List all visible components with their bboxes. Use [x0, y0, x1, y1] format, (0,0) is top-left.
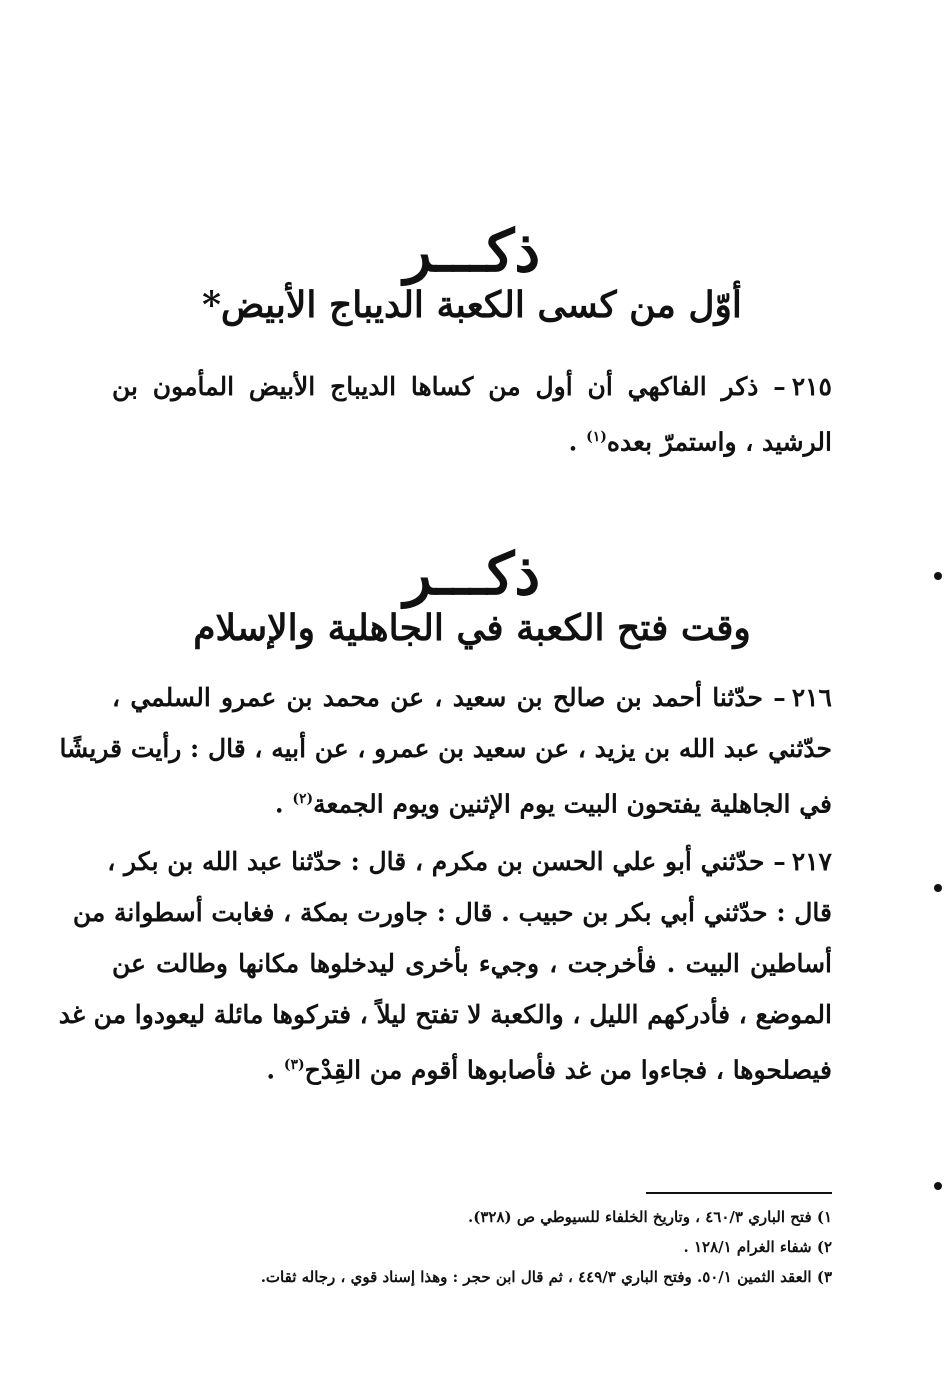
entry-number: ٢١٧	[791, 847, 832, 876]
entry-217	[58, 836, 832, 1095]
footnote-divider	[646, 1192, 832, 1194]
scan-mark	[934, 572, 942, 580]
entry-217-line-3: أساطين البيت . فأخرجت ، وجيء بأخرى ليدخلوها مكانها وطالت عن	[112, 949, 832, 978]
footnote-marker: (٣)	[283, 1057, 305, 1073]
entry-217-line-1: ٢١٧– حدّثني أبو علي الحسن بن مكرم ، قال : حدّثنا عبد الله بن بكر ،	[107, 847, 832, 876]
entry-215-line-2: الرشيد ، واستمرّ بعده$^{(١)}$ .	[568, 427, 832, 457]
footnote-marker: (٢)	[292, 791, 314, 807]
section-heading-1: أوّل من كسى الكعبة الديباج الأبيض*	[202, 284, 742, 326]
entry-217-line-5: فيصلحوها ، فجاءوا من غد فأصابوها أقوم من القِدْح$^{(٣)}$ .	[266, 1055, 832, 1085]
entry-216-line-2: حدّثني عبد الله بن يزيد ، عن سعيد بن عمرو ، عن أبيه ، قال : رأيت قريشًا	[59, 734, 832, 763]
footnote-1: ١) فتح الباري ٤٦٠/٣ ، وتاريخ الخلفاء للسيوطي ص (٣٢٨).	[468, 1208, 832, 1226]
section-heading-2: وقت فتح الكعبة في الجاهلية والإسلام	[193, 607, 751, 649]
scan-mark	[934, 884, 942, 892]
entry-216-line-3: في الجاهلية يفتحون البيت يوم الإثنين ويوم الجمعة$^{(٢)}$ .	[274, 789, 832, 819]
footnote-3: ٣) العقد الثمين ٥٠/١. وفتح الباري ٤٤٩/٣ ، ثم قال ابن حجر : وهذا إسناد قوي ، رجاله ثقات.	[260, 1268, 832, 1286]
entry-215	[112, 362, 832, 467]
footnote-2: ٢) شفاء الغرام ١٢٨/١ .	[683, 1238, 832, 1256]
entry-217-line-4: الموضع ، فأدركهم الليل ، والكعبة لا تفتح ليلاً ، فتركوها مائلة ليعودوا من غد	[58, 1000, 832, 1029]
dhikr-ornament-2: ذكـــر	[403, 540, 541, 608]
scan-mark	[934, 1182, 942, 1190]
entry-217-line-2: قال : حدّثني أبي بكر بن حبيب . قال : جاورت بمكة ، فغابت أسطوانة من	[72, 898, 832, 927]
entry-number: ٢١٦	[791, 683, 832, 712]
entry-216-line-1: ٢١٦– حدّثنا أحمد بن صالح بن سعيد ، عن محمد بن عمرو السلمي ،	[112, 683, 832, 712]
footnote-marker: (١)	[586, 429, 607, 445]
footnotes	[112, 1202, 832, 1292]
entry-215-line-1: ٢١٥– ذكر الفاكهي أن أول من كساها الديباج الأبيض المأمون بن	[112, 372, 832, 401]
dhikr-ornament-1: ذكـــر	[403, 217, 541, 285]
entry-216	[59, 672, 832, 829]
entry-number: ٢١٥	[791, 372, 832, 401]
